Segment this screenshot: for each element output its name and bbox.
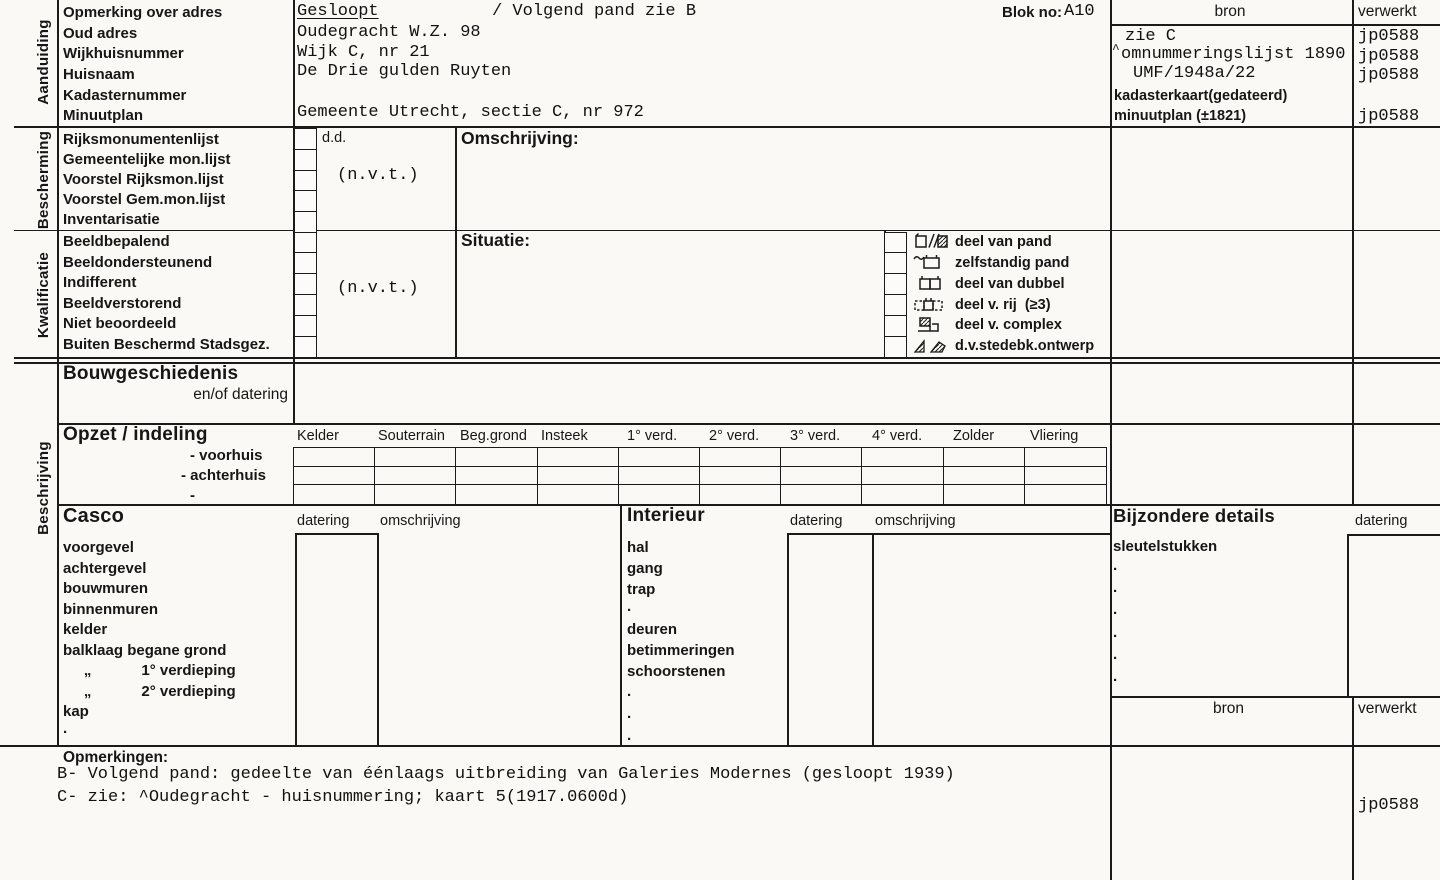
bescherming-label-3: Voorstel Gem.mon.lijst [63, 191, 226, 208]
deel-van-rij-icon [911, 295, 951, 314]
bescherming-checkbox-0 [294, 128, 317, 150]
section-label-beschrijving: Beschrijving [35, 441, 52, 535]
legend-checkbox-1 [884, 252, 907, 274]
divider-verwerkt-column [1352, 0, 1354, 506]
kwalificatie-checkbox-5 [294, 336, 317, 358]
casco-datering-header: datering [297, 513, 350, 529]
value-opmerking: Gesloopt [297, 2, 379, 21]
opzet-grid [293, 447, 1107, 505]
opzet-grid-cell [456, 467, 537, 486]
opzet-grid-cell [862, 467, 943, 486]
opzet-grid-cell [456, 448, 537, 467]
opzet-grid-cell [538, 448, 619, 467]
bescherming-label-1: Gemeentelijke mon.lijst [63, 151, 231, 168]
legend-checkbox-4 [884, 315, 907, 337]
casco-row-kelder: kelder [63, 621, 108, 638]
opzet-grid-cell [538, 467, 619, 486]
casco-row-1verdieping: „ 1° verdieping [63, 662, 236, 679]
opzet-grid-cell [294, 448, 375, 467]
rule-casco-datering-top [295, 533, 379, 535]
opzet-grid-cell [862, 485, 943, 504]
zelfstandig-pand-icon [911, 253, 951, 272]
opzet-grid-cell [375, 467, 456, 486]
legend-checkbox-0 [884, 232, 907, 254]
bron-footer-header: bron [1212, 700, 1245, 717]
interieur-row-deuren: deuren [627, 621, 678, 638]
rule-bron-footer-top [1110, 696, 1440, 698]
value-huisnaam: De Drie gulden Ruyten [297, 62, 512, 81]
opmerkingen-line-c: C- zie: ^Oudegracht - huisnummering; kaart 5(1917.0600d) [57, 788, 629, 807]
details-row-dot-5: . [1113, 668, 1118, 685]
opzet-grid-cell [781, 485, 862, 504]
kwalificatie-checkbox-4 [294, 315, 317, 337]
casco-title: Casco [63, 505, 125, 527]
opzet-grid-cell [700, 448, 781, 467]
value-minuutplan: Gemeente Utrecht, sectie C, nr 972 [297, 103, 644, 122]
opzet-grid-cell [944, 485, 1025, 504]
opzet-grid-cell [538, 485, 619, 504]
verwerkt-row-0: jp0588 [1358, 27, 1420, 46]
details-row-dot-1: . [1113, 579, 1118, 596]
opzet-row-blank: - [190, 487, 195, 504]
opzet-grid-cell [619, 448, 700, 467]
opzet-grid-cell [375, 448, 456, 467]
interieur-row-trap: trap [627, 581, 656, 598]
bouwgeschiedenis-subtitle: en/of datering [193, 386, 288, 403]
bron-row-1: omnummeringslijst 1890 [1121, 45, 1346, 64]
legend-label-2: deel van dubbel [955, 276, 1065, 292]
bijzondere-details-title: Bijzondere details [1113, 505, 1275, 526]
bescherming-checkbox-3 [294, 190, 317, 212]
stedebouwkundig-ontwerp-icon [911, 336, 951, 355]
interieur-row-dot-2: . [627, 683, 632, 700]
divider-left-gutter [57, 0, 59, 746]
casco-omschrijving-header: omschrijving [380, 513, 461, 529]
details-datering-header: datering [1355, 513, 1408, 529]
omschrijving-header: Omschrijving: [461, 128, 579, 148]
kwalificatie-nvt-value: (n.v.t.) [337, 279, 419, 298]
casco-row-bouwmuren: bouwmuren [63, 580, 148, 597]
kwalificatie-label-5: Buiten Beschermd Stadsgez. [63, 336, 270, 353]
field-label-opmerking-over-adres: Opmerking over adres [63, 4, 223, 21]
bron-row-1-mark: ^ [1112, 42, 1120, 57]
divider-casco-datering-right [377, 534, 379, 746]
legend-label-0: deel van pand [955, 234, 1052, 250]
opzet-col-kelder: Kelder [297, 428, 339, 444]
bescherming-label-4: Inventarisatie [63, 211, 160, 228]
legend-label-4: deel v. complex [955, 317, 1062, 333]
kwalificatie-checkbox-0 [294, 232, 317, 254]
deel-van-dubbel-icon [911, 274, 951, 293]
verwerkt-column-header: verwerkt [1358, 3, 1417, 20]
casco-row-2verdieping: „ 2° verdieping [63, 682, 236, 700]
opzet-row-achterhuis: - achterhuis [181, 467, 267, 484]
interieur-omschrijving-header: omschrijving [875, 513, 956, 529]
opzet-grid-cell [294, 467, 375, 486]
casco-row-achtergevel: achtergevel [63, 559, 147, 577]
legend-label-5: d.v.stedebk.ontwerp [955, 338, 1095, 354]
divider-casco-interieur [620, 505, 622, 746]
bescherming-label-2: Voorstel Rijksmon.lijst [63, 171, 224, 188]
divider-details-datering [1347, 535, 1349, 697]
opzet-grid-cell [944, 448, 1025, 467]
opmerkingen-title: Opmerkingen: [63, 749, 169, 766]
details-row-dot-4: . [1113, 646, 1118, 663]
legend-label-1: zelfstandig pand [955, 255, 1070, 271]
bron-row-2: UMF/1948a/22 [1133, 64, 1256, 83]
opzet-col-4verd: 4° verd. [872, 428, 923, 444]
divider-verwerkt-column-bottom [1352, 697, 1354, 880]
bescherming-checkbox-4 [294, 211, 317, 233]
interieur-row-schoorstenen: schoorstenen [627, 663, 726, 680]
casco-row-dot: . [63, 720, 68, 737]
deel-van-complex-icon [911, 315, 951, 334]
section-label-bescherming: Bescherming [35, 130, 52, 230]
kwalificatie-label-3: Beeldverstorend [63, 295, 182, 312]
verwerkt-row-4: jp0588 [1358, 107, 1420, 126]
opzet-grid-cell [781, 467, 862, 486]
value-wijkhuisnummer: Wijk C, nr 21 [297, 43, 430, 62]
kwalificatie-checkbox-1 [294, 252, 317, 274]
divider-omschrijving [455, 128, 457, 359]
divider-interieur-datering-left [787, 534, 789, 746]
blok-no-label: Blok no: [1002, 4, 1062, 21]
divider-casco-datering-left [295, 534, 297, 746]
interieur-title: Interieur [627, 505, 705, 526]
opzet-grid-cell [375, 485, 456, 504]
kwalificatie-label-1: Beeldondersteunend [63, 254, 213, 271]
interieur-row-dot-4: . [627, 727, 632, 744]
details-row-dot-0: . [1113, 557, 1118, 574]
opzet-grid-cell [944, 467, 1025, 486]
casco-row-voorgevel: voorgevel [63, 539, 134, 556]
opzet-col-zolder: Zolder [953, 428, 995, 444]
blok-no-value: A10 [1064, 2, 1095, 21]
verwerkt-row-1: jp0588 [1358, 47, 1420, 66]
opzet-grid-cell [456, 485, 537, 504]
rule-opmerkingen-top [0, 745, 1440, 747]
opzet-grid-cell [1025, 467, 1106, 486]
rule-bron-header [1110, 24, 1440, 26]
interieur-row-hal: hal [627, 539, 649, 556]
value-oud-adres: Oudegracht W.Z. 98 [297, 23, 481, 42]
interieur-datering-header: datering [790, 513, 843, 529]
bouwgeschiedenis-title: Bouwgeschiedenis [63, 363, 239, 384]
rule-section-1 [14, 126, 1440, 128]
legend-label-3: deel v. rij (≥3) [955, 297, 1051, 313]
value-opmerking-extra: / Volgend pand zie B [492, 2, 697, 21]
opzet-grid-cell [619, 467, 700, 486]
bescherming-checkbox-1 [294, 149, 317, 171]
opzet-grid-cell [700, 485, 781, 504]
opmerkingen-line-b: B- Volgend pand: gedeelte van éénlaags uitbreiding van Galeries Modernes (gesloopt 1939) [57, 765, 955, 784]
opzet-col-souterrain: Souterrain [378, 428, 445, 444]
casco-row-kap: kap [63, 703, 89, 720]
bescherming-nvt-value: (n.v.t.) [337, 166, 419, 185]
bron-row-0: zie C [1125, 27, 1177, 46]
opzet-grid-cell [1025, 448, 1106, 467]
section-label-kwalificatie: Kwalificatie [35, 251, 52, 339]
legend-checkbox-2 [884, 273, 907, 295]
kwalificatie-checkbox-3 [294, 294, 317, 316]
legend-checkbox-3 [884, 294, 907, 316]
verwerkt-row-2: jp0588 [1358, 66, 1420, 85]
opzet-col-3verd: 3° verd. [790, 428, 841, 444]
details-row-dot-2: . [1113, 601, 1118, 618]
opzet-grid-cell [294, 485, 375, 504]
opzet-grid-cell [781, 448, 862, 467]
situatie-header: Situatie: [461, 230, 531, 250]
opzet-col-1verd: 1° verd. [627, 428, 678, 444]
section-label-aanduiding: Aanduiding [35, 19, 52, 105]
field-label-minuutplan: Minuutplan [63, 107, 143, 124]
field-label-kadasternummer: Kadasternummer [63, 87, 187, 104]
opzet-grid-cell [1025, 485, 1106, 504]
casco-row-binnenmuren: binnenmuren [63, 600, 159, 618]
verwerkt-footer-header: verwerkt [1358, 700, 1417, 717]
kwalificatie-checkbox-2 [294, 273, 317, 295]
opmerkingen-verwerkt-value: jp0588 [1358, 796, 1420, 815]
interieur-row-betimmeringen: betimmeringen [627, 642, 735, 659]
kwalificatie-label-4: Niet beoordeeld [63, 315, 177, 332]
divider-bron-column [1110, 0, 1112, 880]
details-row-sleutelstukken: sleutelstukken [1113, 538, 1218, 555]
kwalificatie-label-2: Indifferent [63, 274, 137, 291]
interieur-row-dot-3: . [627, 705, 632, 722]
divider-interieur-datering-right [872, 534, 874, 746]
field-label-huisnaam: Huisnaam [63, 66, 135, 83]
opzet-grid-cell [700, 467, 781, 486]
details-row-dot-3: . [1113, 624, 1118, 641]
deel-van-pand-icon [911, 232, 951, 251]
field-label-wijkhuisnummer: Wijkhuisnummer [63, 45, 184, 62]
opzet-grid-cell [619, 485, 700, 504]
opzet-col-beggrond: Beg.grond [460, 428, 527, 444]
bron-row-3: kadasterkaart(gedateerd) [1114, 88, 1288, 104]
opzet-col-insteek: Insteek [541, 428, 588, 444]
rule-section-2 [14, 230, 1440, 232]
bescherming-checkbox-2 [294, 170, 317, 192]
rule-bouw-opzet [57, 423, 1440, 425]
interieur-row-dot-1: . [627, 598, 632, 615]
field-label-oud-adres: Oud adres [63, 25, 138, 42]
bescherming-label-0: Rijksmonumentenlijst [63, 131, 219, 148]
casco-row-balklaag: balklaag begane grond [63, 641, 227, 659]
kwalificatie-label-0: Beeldbepalend [63, 233, 170, 250]
rule-double-top [14, 357, 1440, 359]
dd-label: d.d. [322, 130, 347, 146]
opzet-col-2verd: 2° verd. [709, 428, 760, 444]
rule-interieur-datering-top [787, 533, 1110, 535]
opzet-grid-cell [862, 448, 943, 467]
legend-checkbox-5 [884, 336, 907, 358]
bron-column-header: bron [1214, 3, 1246, 20]
rule-details-datering-top [1347, 534, 1440, 536]
opzet-col-vliering: Vliering [1030, 428, 1079, 444]
opzet-row-voorhuis: - voorhuis [190, 447, 263, 464]
interieur-row-gang: gang [627, 560, 663, 577]
opzet-title: Opzet / indeling [63, 424, 208, 445]
bron-row-4: minuutplan (±1821) [1114, 108, 1247, 124]
